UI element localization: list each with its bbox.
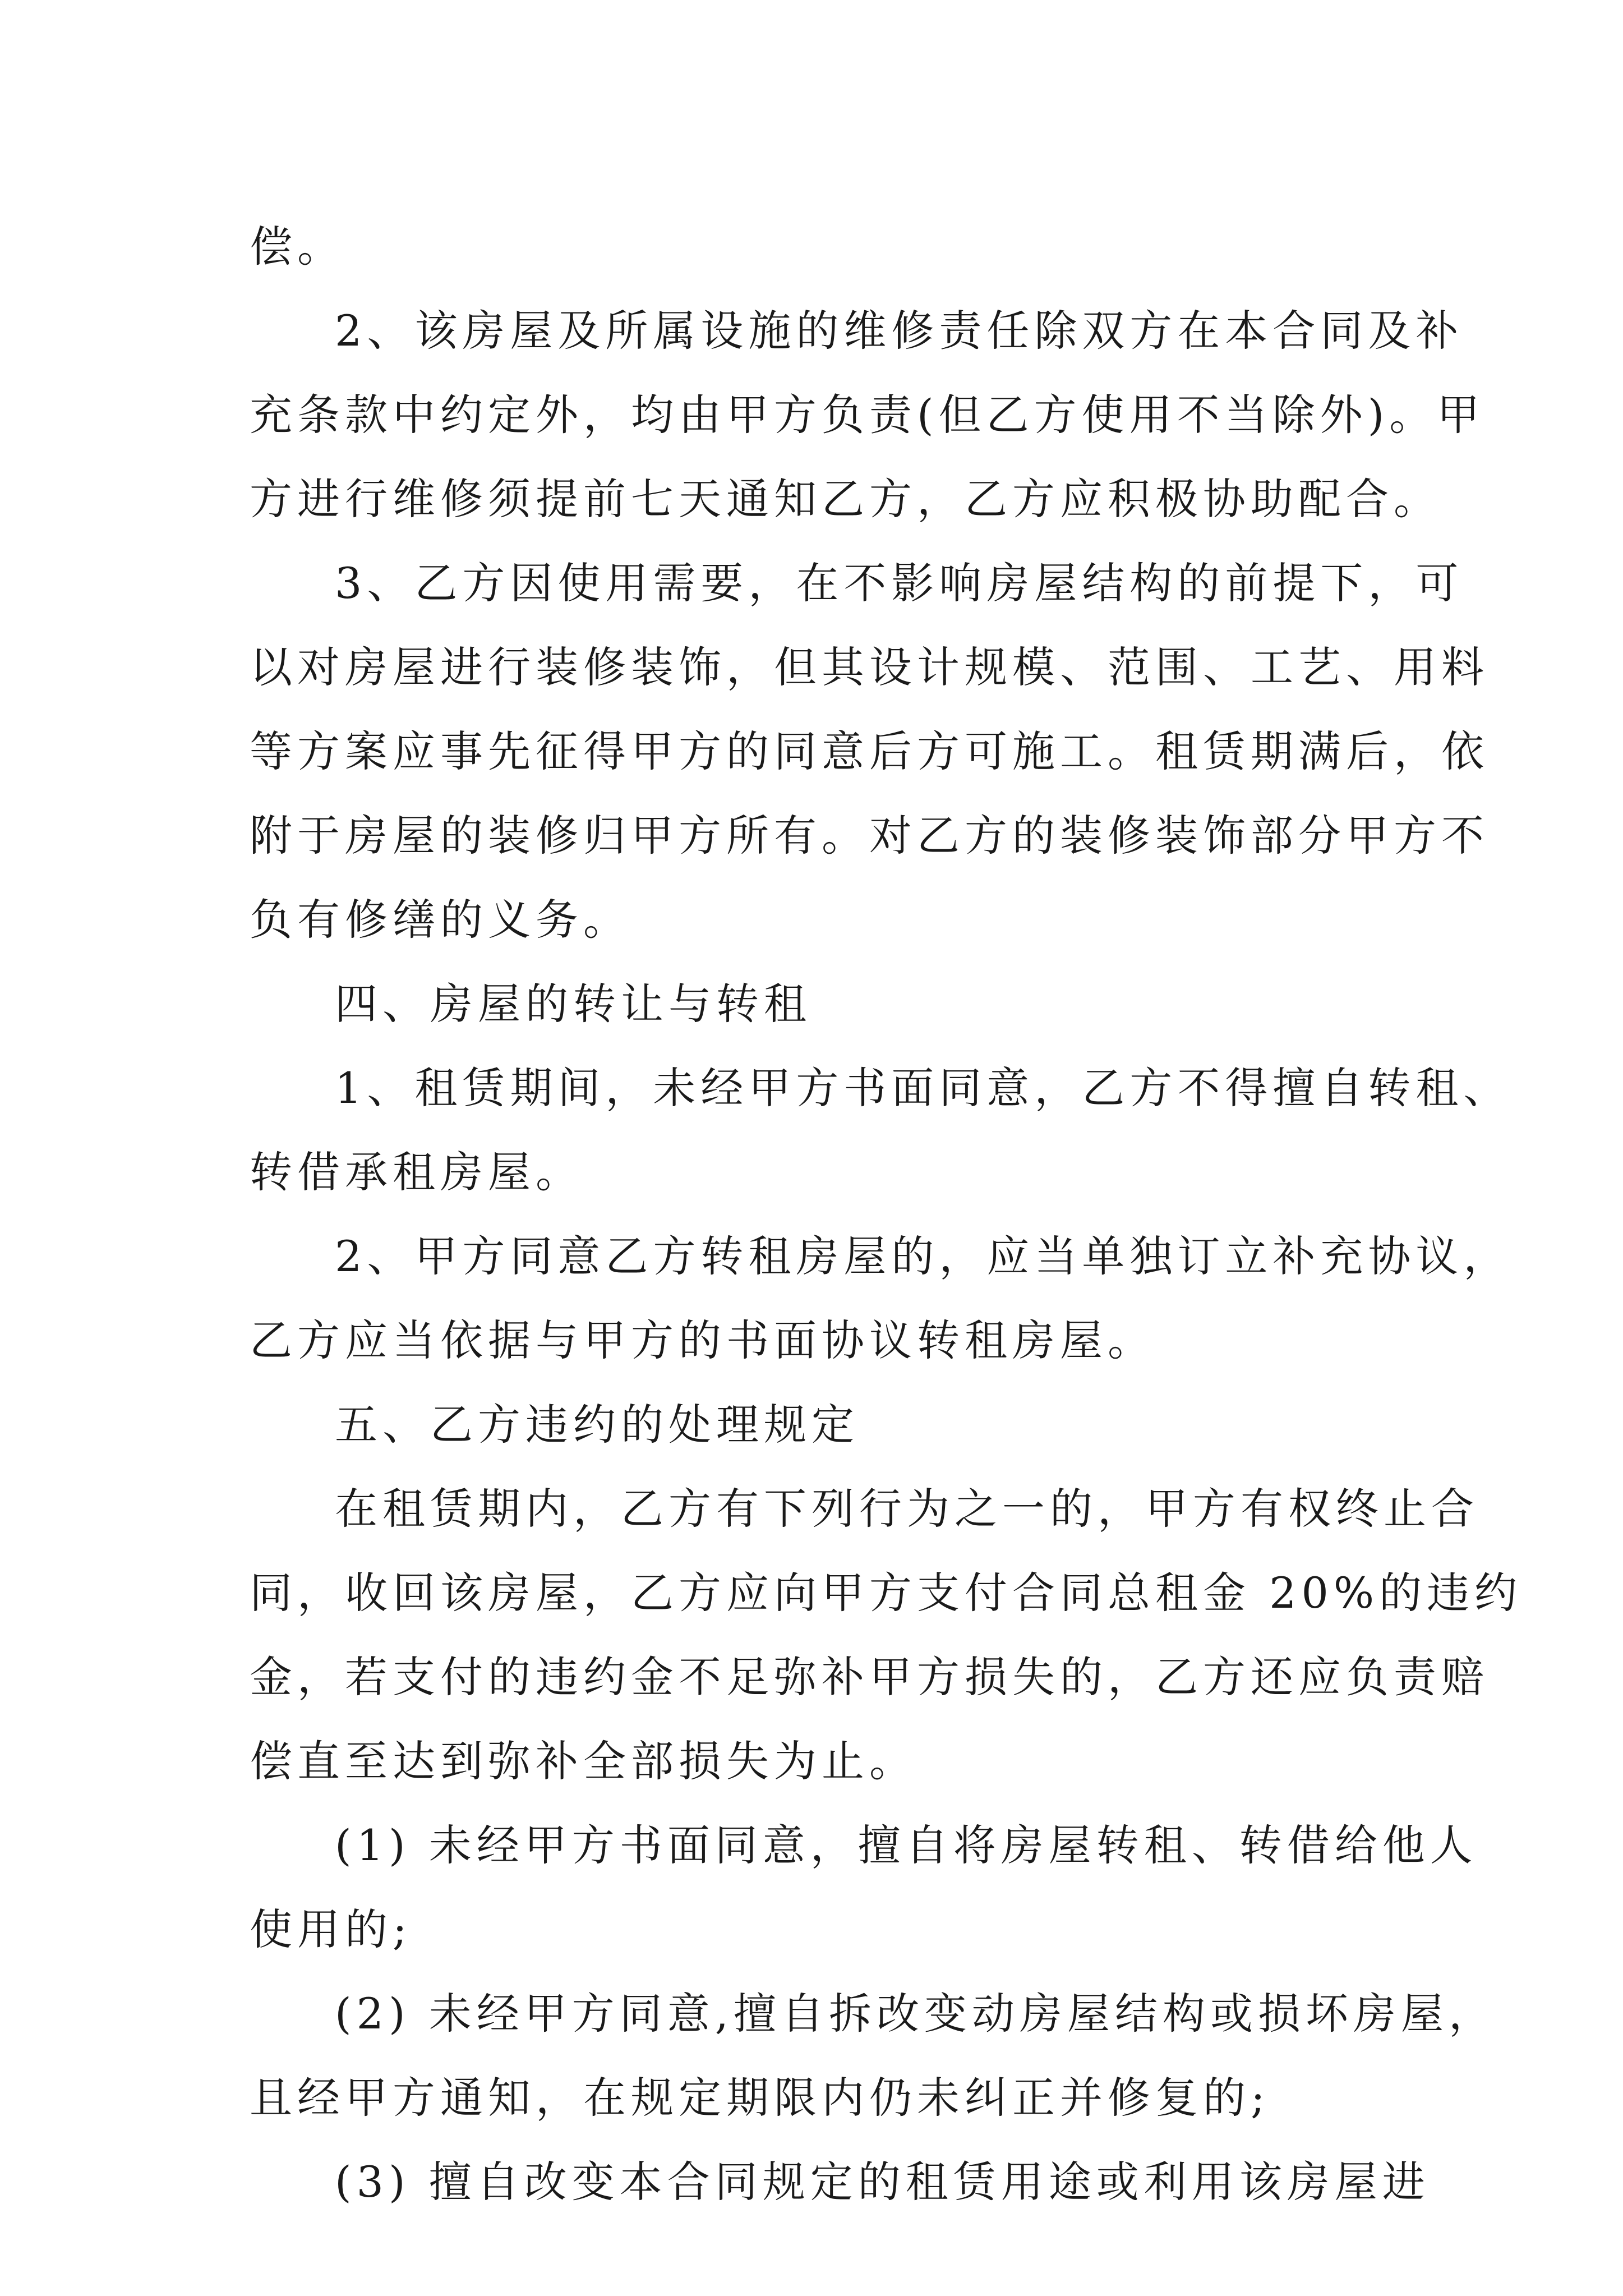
text-line: 等方案应事先征得甲方的同意后方可施工。租赁期满后，依: [250, 726, 1489, 776]
text-line: 且经甲方通知，在规定期限内仍未纠正并修复的;: [250, 2073, 1270, 2123]
text-line: 在租赁期内，乙方有下列行为之一的，甲方有权终止合: [335, 1484, 1479, 1534]
text-line: 偿。: [250, 222, 345, 272]
text-line: 方进行维修须提前七天通知乙方，乙方应积极协助配合。: [250, 474, 1441, 524]
text-line: 偿直至达到弥补全部损失为止。: [250, 1736, 917, 1786]
text-line: 乙方应当依据与甲方的书面协议转租房屋。: [250, 1315, 1155, 1365]
section-heading: 四、房屋的转让与转租: [335, 979, 811, 1029]
text-line: 充条款中约定外，均由甲方负责(但乙方使用不当除外)。甲: [250, 390, 1485, 440]
text-line: 1、租赁期间，未经甲方书面同意，乙方不得擅自转租、: [335, 1063, 1511, 1113]
text-line: (2) 未经甲方同意,擅自拆改变动房屋结构或损坏房屋，: [335, 1989, 1496, 2039]
text-line: 2、该房屋及所属设施的维修责任除双方在本合同及补: [335, 306, 1464, 356]
text-line: (1) 未经甲方书面同意，擅自将房屋转租、转借给他人: [335, 1820, 1478, 1870]
text-line: 3、乙方因使用需要，在不影响房屋结构的前提下，可: [335, 558, 1464, 608]
text-line: 转借承租房屋。: [250, 1147, 583, 1197]
text-line: 金，若支付的违约金不足弥补甲方损失的，乙方还应负责赔: [250, 1652, 1489, 1702]
text-line: (3) 擅自改变本合同规定的租赁用途或利用该房屋进: [335, 2157, 1430, 2207]
text-line: 2、甲方同意乙方转租房屋的，应当单独订立补充协议，: [335, 1231, 1511, 1281]
text-line: 附于房屋的装修归甲方所有。对乙方的装修装饰部分甲方不: [250, 811, 1489, 861]
text-line: 同，收回该房屋，乙方应向甲方支付合同总租金 20%的违约: [250, 1568, 1523, 1618]
text-line: 负有修缮的义务。: [250, 895, 631, 945]
section-heading: 五、乙方违约的处理规定: [335, 1400, 859, 1450]
text-line: 使用的;: [250, 1904, 412, 1954]
document-body: [250, 205, 1523, 2224]
text-line: 以对房屋进行装修装饰，但其设计规模、范围、工艺、用料: [250, 642, 1489, 692]
